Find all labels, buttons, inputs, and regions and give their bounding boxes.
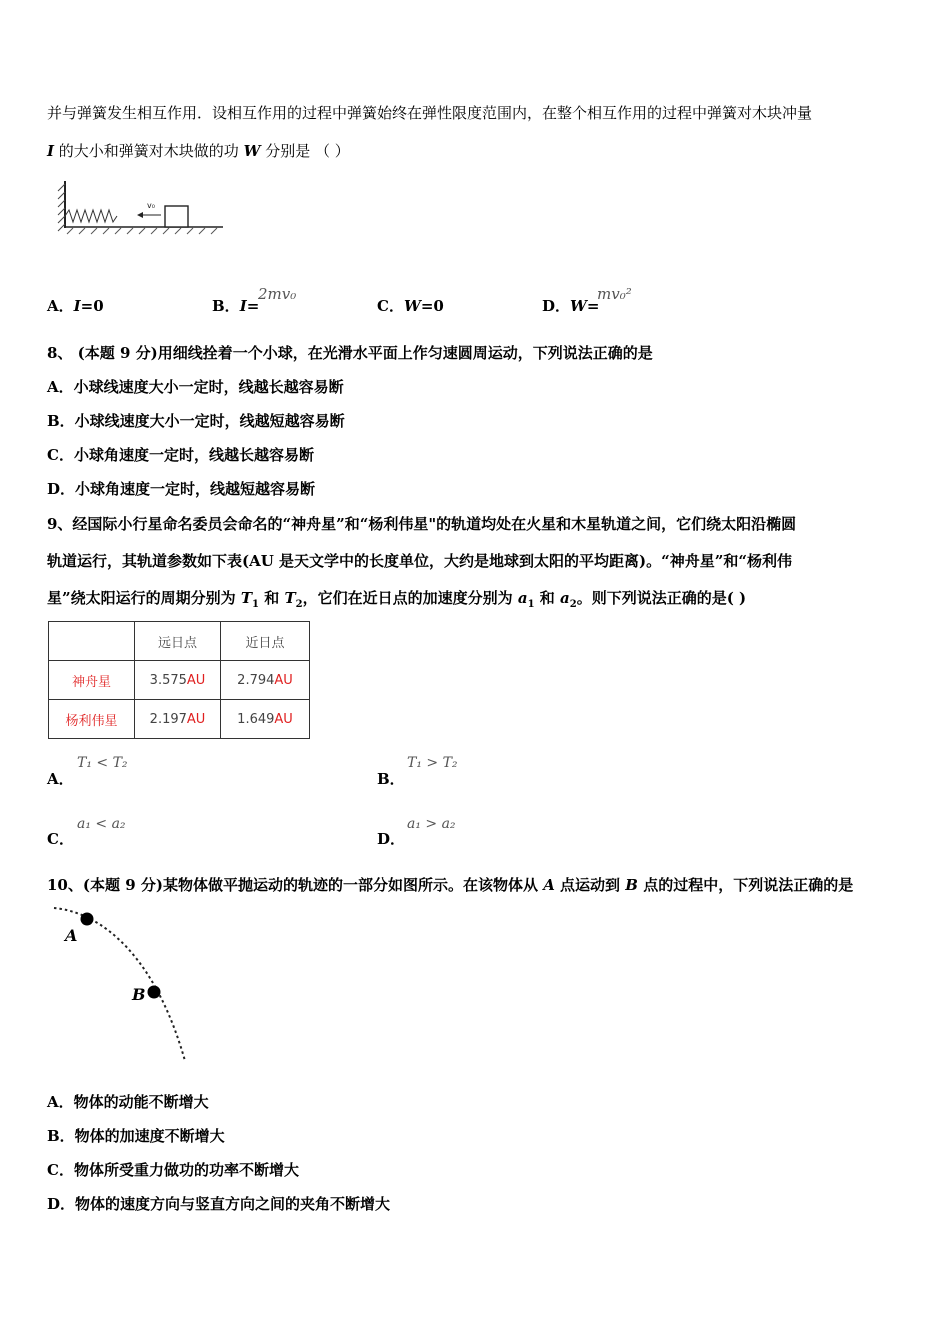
table-cell-near: 2.794AU bbox=[221, 661, 310, 700]
q10-option-a: A．物体的动能不断增大 bbox=[47, 1093, 209, 1111]
q9-option-a-math: T₁ < T₂ bbox=[77, 755, 128, 771]
table-row bbox=[49, 700, 310, 739]
q7-option-d: D．W= bbox=[542, 297, 600, 315]
q7-var-I: I bbox=[47, 142, 55, 160]
point-b bbox=[148, 986, 161, 999]
q7-option-b-math: 2mv₀ bbox=[258, 285, 297, 303]
q8-stem: 8、 (本题 9 分)用细线拴着一个小球，在光滑水平面上作匀速圆周运动，下列说法正确的是 bbox=[47, 344, 653, 362]
q9-option-d-math: a₁ > a₂ bbox=[407, 816, 456, 832]
q7-option-b: B．I= bbox=[212, 297, 260, 315]
point-a bbox=[81, 913, 94, 926]
q7-var-W: W bbox=[243, 142, 261, 160]
q9-line1: 9、经国际小行星命名委员会命名的“神舟星”和“杨利伟星"的轨道均处在火星和木星轨道之间，它们绕太阳沿椭圆 bbox=[47, 515, 797, 533]
q8-option-d: D．小球角速度一定时，线越短越容易断 bbox=[47, 480, 316, 498]
projectile-trajectory-figure bbox=[40, 900, 220, 1060]
q10-option-b: B．物体的加速度不断增大 bbox=[47, 1127, 225, 1145]
orbit-table bbox=[48, 621, 310, 739]
q8-option-c: C．小球角速度一定时，线越长越容易断 bbox=[47, 446, 314, 464]
q10-stem: 10、(本题 9 分)某物体做平抛运动的轨迹的一部分如图所示。在该物体从 A 点运动到 B 点的过程中，下列说法正确的是 bbox=[47, 876, 854, 894]
q7-option-c: C．W=0 bbox=[377, 297, 444, 315]
table-cell-far: 2.197AU bbox=[135, 700, 221, 739]
q7-line2-end: 分别是 （ ） bbox=[260, 142, 350, 160]
q9-line2: 轨道运行，其轨道参数如下表(AU 是天文学中的长度单位，大约是地球到太阳的平均距离)。“神舟星”和“杨利伟 bbox=[47, 552, 793, 570]
q10-option-c: C．物体所受重力做功的功率不断增大 bbox=[47, 1161, 299, 1179]
q9-option-c-letter: C． bbox=[47, 830, 74, 848]
table-header-near: 近日点 bbox=[221, 622, 310, 661]
v0-label: v₀ bbox=[147, 201, 155, 210]
q7-option-a: A．I=0 bbox=[47, 297, 104, 315]
q9-line3: 星”绕太阳运行的周期分别为 $T_1$ 和 $T_2$，它们在近日点的加速度分别为 $a_1$ 和 $a_2$。则下列说法正确的是( ) bbox=[47, 589, 747, 610]
table-header-blank bbox=[49, 622, 135, 661]
q7-line1: 并与弹簧发生相互作用．设相互作用的过程中弹簧始终在弹性限度范围内，在整个相互作用的过程中弹簧对木块冲量 bbox=[47, 104, 813, 122]
table-cell-name: 杨利伟星 bbox=[49, 700, 135, 739]
q7-option-d-math: mv₀² bbox=[597, 285, 632, 303]
spring-block-figure bbox=[55, 178, 255, 248]
q10-option-d: D．物体的速度方向与竖直方向之间的夹角不断增大 bbox=[47, 1195, 391, 1213]
q9-option-b-letter: B． bbox=[377, 770, 405, 788]
q9-option-a-letter: A． bbox=[47, 770, 74, 788]
table-header-far: 远日点 bbox=[135, 622, 221, 661]
q8-option-b: B．小球线速度大小一定时，线越短越容易断 bbox=[47, 412, 345, 430]
q9-option-c-math: a₁ < a₂ bbox=[77, 816, 126, 832]
q9-option-b-math: T₁ > T₂ bbox=[407, 755, 458, 771]
q7-line2-mid: 的大小和弹簧对木块做的功 bbox=[54, 142, 244, 160]
q7-line2 bbox=[47, 140, 350, 161]
label-b: B bbox=[132, 985, 146, 1004]
label-a: A bbox=[65, 926, 78, 945]
table-header-row bbox=[49, 622, 310, 661]
table-row bbox=[49, 661, 310, 700]
table-cell-name: 神舟星 bbox=[49, 661, 135, 700]
table-cell-near: 1.649AU bbox=[221, 700, 310, 739]
q8-option-a: A．小球线速度大小一定时，线越长越容易断 bbox=[47, 378, 344, 396]
q9-option-d-letter: D． bbox=[377, 830, 406, 848]
table-cell-far: 3.575AU bbox=[135, 661, 221, 700]
